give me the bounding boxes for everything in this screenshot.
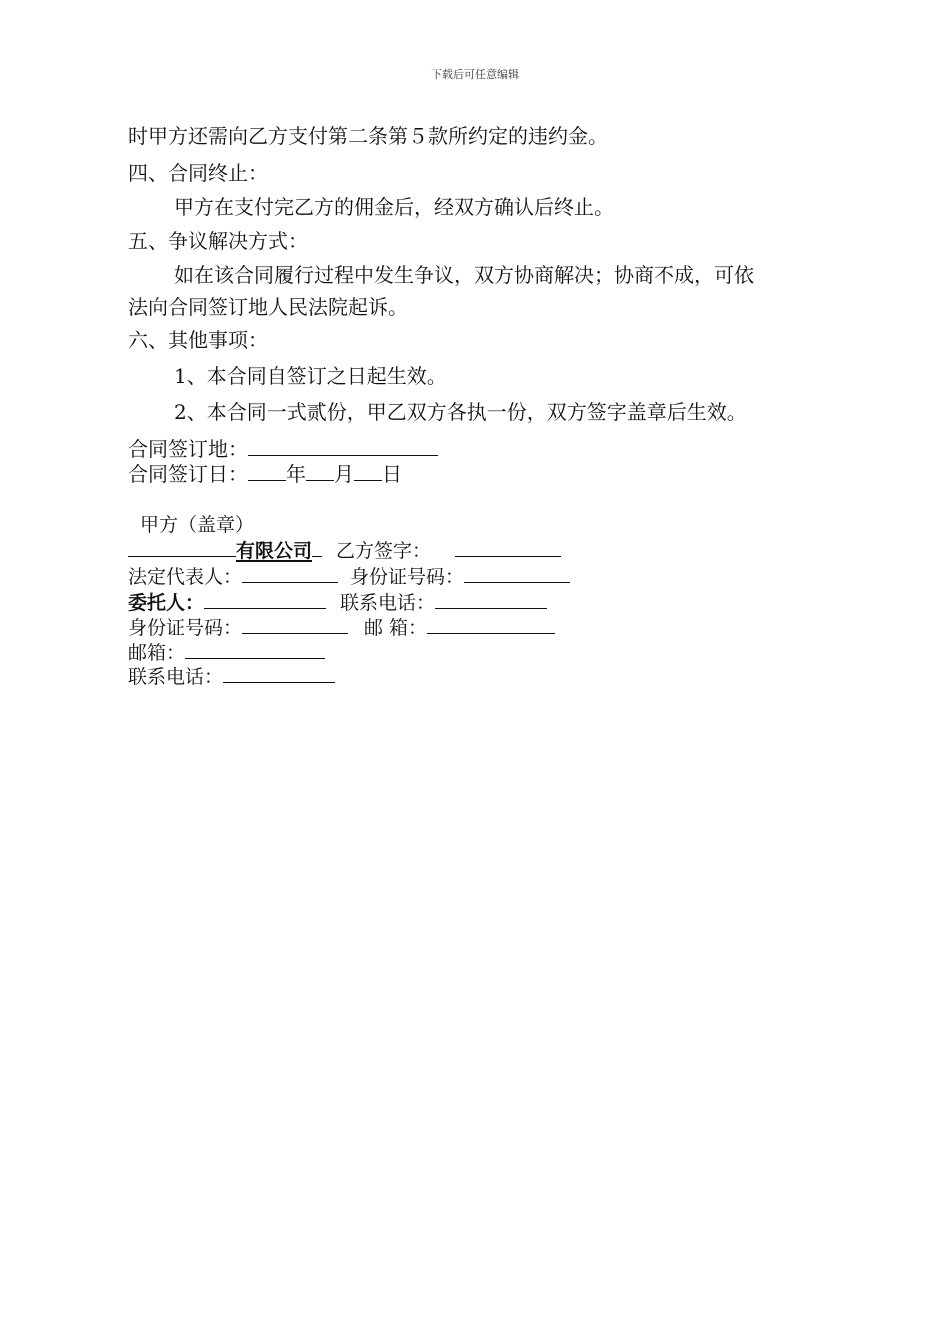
entrusted-row [128,590,547,614]
phone-2-label: 联系电话： [128,666,224,688]
page-header: 下载后可任意编辑 [431,68,519,81]
sign-place-row [128,437,438,461]
section-5-text-line1: 如在该合同履行过程中发生争议，双方协商解决；协商不成，可依 [174,263,754,287]
company-suffix: 有限公司 [236,540,313,562]
section-6-title: 六、其他事项： [128,328,268,352]
id-email-row [128,615,555,639]
month-label: 月 [334,462,354,486]
email-2-row [128,640,325,664]
party-a-seal-label: 甲方（盖章） [140,514,255,536]
day-label: 日 [382,462,402,486]
phone-blank[interactable] [435,590,547,609]
legal-rep-label: 法定代表人： [128,566,243,588]
email-2-label: 邮箱： [128,642,186,664]
sign-place-label: 合同签订地： [128,437,248,461]
sign-date-row [128,462,402,486]
company-name-blank[interactable] [128,538,236,557]
party-b-sign-blank[interactable] [455,538,561,557]
section-4-text: 甲方在支付完乙方的佣金后，经双方确认后终止。 [174,195,614,219]
sign-place-blank[interactable] [248,437,438,456]
email-2-blank[interactable] [185,640,325,659]
section-6-item-2: 2、本合同一式贰份，甲乙双方各执一份，双方签字盖章后生效。 [174,400,747,424]
year-blank[interactable] [248,462,286,481]
sign-date-label: 合同签订日： [128,462,248,486]
legal-rep-row [128,564,570,588]
phone-label: 联系电话： [340,592,436,614]
id-number-2-label: 身份证号码： [128,617,243,639]
section-5-text-line2: 法向合同签订地人民法院起诉。 [128,295,408,319]
party-b-sign-label: 乙方签字： [336,540,432,562]
id-number-label: 身份证号码： [350,566,465,588]
legal-rep-blank[interactable] [242,564,338,583]
email-label: 邮 箱： [364,617,428,639]
entrusted-label: 委托人： [128,592,205,614]
company-row [128,538,561,562]
section-5-title: 五、争议解决方式： [128,229,308,253]
paragraph-penalty: 时甲方还需向乙方支付第二条第５款所约定的违约金。 [128,124,608,148]
email-blank[interactable] [427,615,555,634]
phone-2-blank[interactable] [223,664,335,683]
year-label: 年 [286,462,306,486]
entrusted-blank[interactable] [204,590,326,609]
month-blank[interactable] [306,462,334,481]
section-6-item-1: 1、本合同自签订之日起生效。 [174,364,447,388]
id-number-blank[interactable] [464,564,570,583]
id-number-2-blank[interactable] [242,615,348,634]
day-blank[interactable] [354,462,382,481]
company-trailing-blank [312,538,322,557]
phone-2-row [128,664,335,688]
section-4-title: 四、合同终止： [128,161,268,185]
